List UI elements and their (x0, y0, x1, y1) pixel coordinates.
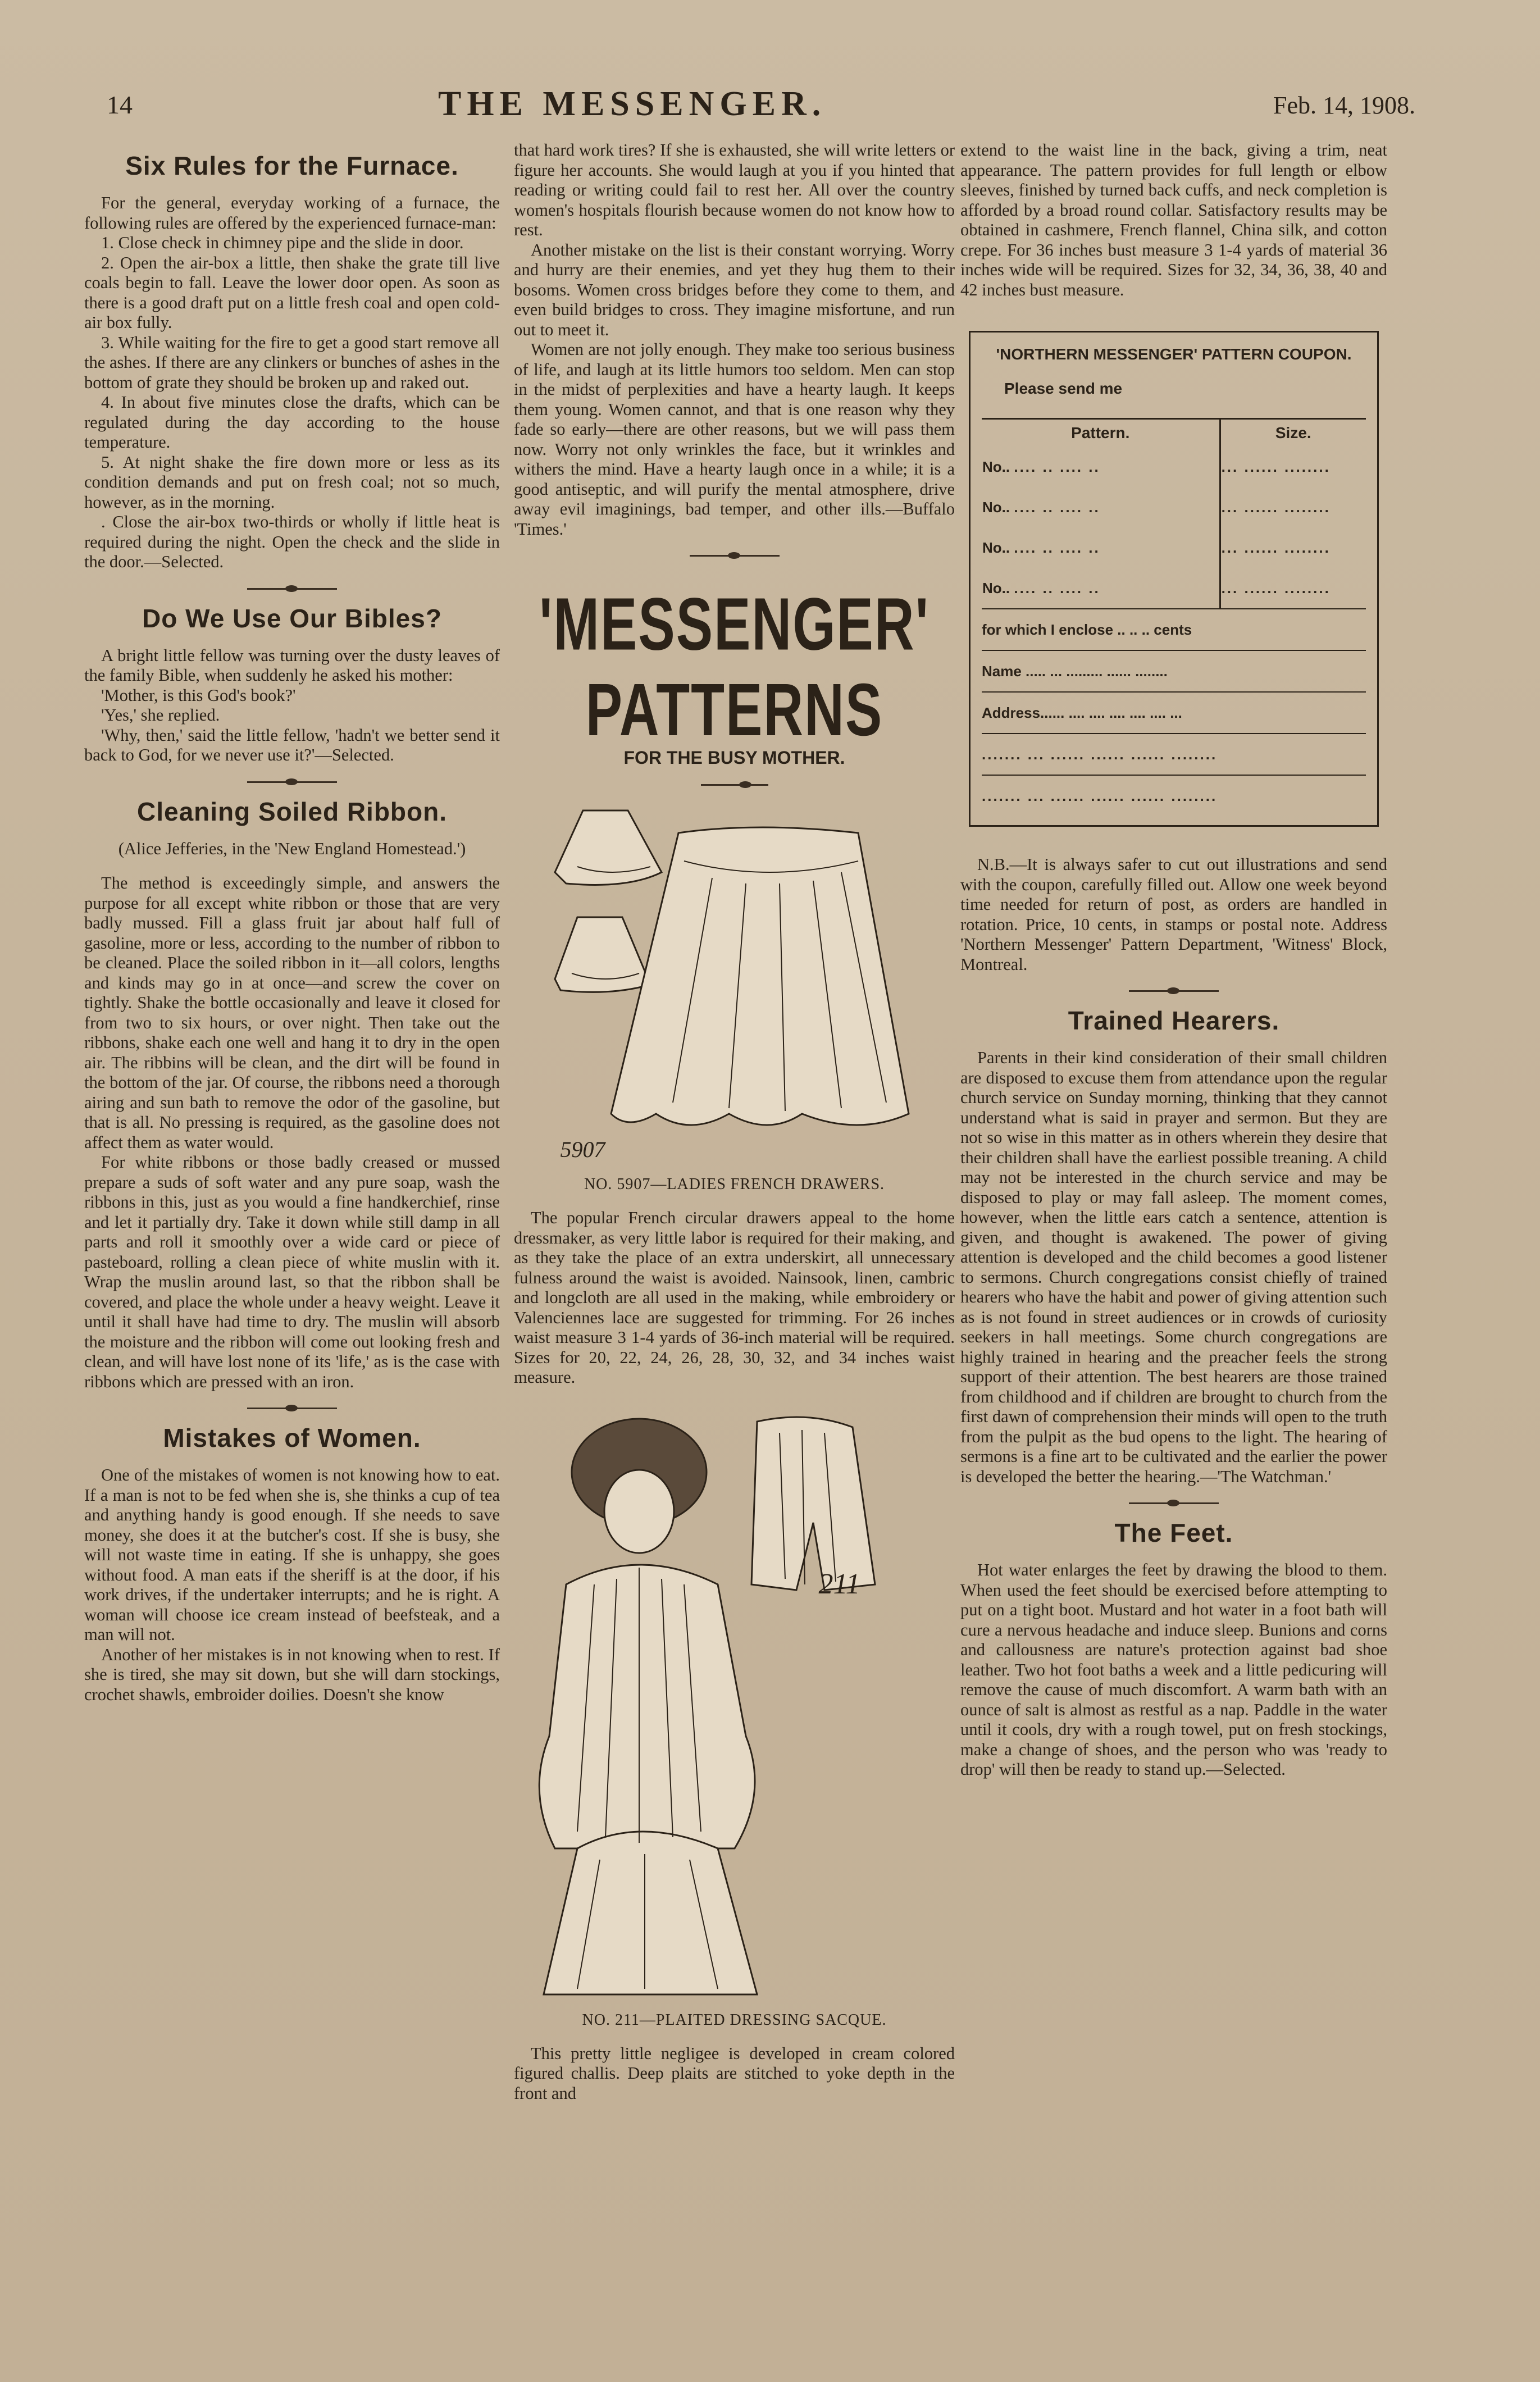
paragraph: 'Why, then,' said the little fellow, 'hadn't we better send it back to God, for we never use it?'—Selected. (84, 725, 500, 764)
paragraph: that hard work tires? If she is exhausted, she will write letters or figure her accounts. She would laugh at you if you hinted that reading or writing could fail to rest her. All over the country women's hospitals flourish because women do not know how to rest. (514, 140, 955, 239)
paragraph: Hot water enlarges the feet by drawing the blood to them. When used the feet should be exercised before attempting to put on a tight boot. Mustard and hot water in a foot bath will cure a nervous headache and induce sleep. Bunions and corns and callousness are nature's protection against bad shoe leather. Two hot foot baths a week and a little pedicuring will remove the cause of much discomfort. A warm bath with an ounce of salt is almost as restful as a nap. Paddle in the water until it cools, dry with a rough towel, put on fresh stockings, make a change of shoes, and the person who was 'ready to drop' will then be ready to stand up.—Selected. (960, 1560, 1387, 1779)
patterns-subtitle: FOR THE BUSY MOTHER. (623, 748, 845, 768)
row-blank: .... .. .... .. (1014, 579, 1100, 596)
coupon-row[interactable] (982, 447, 1366, 487)
section-divider (701, 784, 768, 788)
coupon-send-label: Please send me (1004, 380, 1123, 397)
paragraph: . Close the air-box two-thirds or wholly if little heat is required during the night. Open the check and the slide in the door.—Selected. (84, 512, 500, 571)
coupon-address-line[interactable]: ....... ... ...... ...... ...... ........ (982, 775, 1366, 816)
paragraph: The method is exceedingly simple, and answers the purpose for all except white ribbon or those that are very badly mussed. Fill a glass fruit jar about half full of gasoline, more or less, according to the number of ribbon to be cleaned. Place the soiled ribbon in it—all colors, lengths and kinds may go in at once—and screw the cover on tightly. Shake the bottle occasionally and leave it closed for from two to six hours, or over night. Then take out the ribbons, shake each one well and hang it to dry in the open air. The ribbins will be clean, and the dirt will be found in the bottom of the jar. Of course, the ribbons need a thorough airing and sun bath to remove the odor of the gasoline, but that is all. No pressing is required, as the gasoline does not affect them as water would. (84, 873, 500, 1152)
paragraph: For white ribbons or those badly creased or mussed prepare a suds of soft water and any pure soap, wash the ribbons in this, just as you would a fine handkerchief, rinse and let it partially dry. Take it down while still damp in all parts and roll it smoothly over a wide card or piece of pasteboard, rolling a clean piece of white muslin with it. Wrap the muslin around last, so that the ribbon shall be covered, and place the whole under a heavy weight. Leave it until it shall have had time to dry. The muslin will absorb the moisture and the ribbon will come out looking fresh and clean, and will have lost none of its 'life,' as is the case with ribbons which are pressed with an iron. (84, 1153, 500, 1391)
column-header-pattern: Pattern. (1071, 424, 1130, 441)
french-drawers-illustration (544, 799, 926, 1170)
coupon-name-field[interactable]: Name ..... ... ......... ...... ........ (982, 650, 1366, 691)
size-blank: ... ...... ........ (1221, 539, 1331, 556)
row-label: No.. (982, 539, 1010, 556)
paragraph: Another of her mistakes is in not knowing when to rest. If she is tired, she may sit down, but she will darn stockings, crochet shawls, embroider doilies. Doesn't she know (84, 1645, 500, 1704)
figure-caption: NO. 211—PLAITED DRESSING SACQUE. (582, 2011, 887, 2029)
paragraph: A bright little fellow was turning over the dusty leaves of the family Bible, when suddenly he asked his mother: (84, 645, 500, 685)
section-divider (247, 781, 337, 785)
article-title-bibles: Do We Use Our Bibles? (142, 603, 442, 633)
paragraph: Parents in their kind consideration of their small children are disposed to excuse them from attendance upon the regular church service on Sunday morning, thinking that they cannot understand what is said in prayer and sermon. But they are not so wise in this matter as in others wherein they desire that their children shall have the earliest possible treaning. A child may not be interested in the church service and may be disposed to play or may fall asleep. The moment comes, however, when the little ears catch a sentence, attention is given, and thought is awakened. The power of giving attention is developed and the child becomes a good listener to sermons. Church congregations consist chiefly of trained hearers who have the habit and power of giving attention such as is not found in street audiences or in crowds of curiosity seekers in hall meetings. Some church congregations are highly trained in hearing and the preacher feels the strong support of their attention. The best hearers are those trained from childhood and if children are brought to church from the first dawn of comprehension their minds will open to the truth from the pulpit as the bud opens to the light. The hearing of sermons is a fine art to be cultivated and the earlier the power is developed the better the hearing.—'The Watchman.' (960, 1048, 1387, 1486)
article-title-furnace: Six Rules for the Furnace. (125, 151, 459, 180)
paragraph: 3. While waiting for the fire to get a good start remove all the ashes. If there are any clinkers or bunches of ashes in the bottom of grate they should be broken up and raked out. (84, 333, 500, 392)
column-1 (84, 140, 500, 1705)
paragraph: 'Yes,' she replied. (101, 705, 220, 725)
paragraph: N.B.—It is always safer to cut out illustrations and send with the coupon, carefully filled out. Allow one week beyond time needed for return of post, as orders are handled in rotation. Price, 10 cents, in stamps or postal note. Address 'Northern Messenger' Pattern Department, 'Witness' Block, Montreal. (960, 855, 1387, 974)
paragraph: For the general, everyday working of a furnace, the following rules are offered by the experienced furnace-man: (84, 193, 500, 233)
coupon-title: 'NORTHERN MESSENGER' PATTERN COUPON. (996, 345, 1352, 363)
patterns-banner: 'MESSENGER' PATTERNS (539, 582, 930, 752)
column-2 (514, 140, 955, 2103)
column-3 (960, 140, 1387, 1780)
paragraph: Women are not jolly enough. They make too serious business of life, and laugh at its little humors too seldom. Men can stop in the midst of perplexities and have a hearty laugh. It keeps them young. Women cannot, and that is one reason why they fade so early—there are other reasons, but we will pass them now. Worry not only wrinkles the face, but it wrinkles and withers the mind. Have a hearty laugh once in a while; it is a good antiseptic, and will purify the mental atmosphere, drive away evil imaginings, bad temper, and other ills.—Buffalo 'Times.' (514, 340, 955, 539)
dressing-sacque-illustration (532, 1399, 937, 2006)
size-blank: ... ...... ........ (1221, 579, 1331, 596)
coupon-table (982, 418, 1366, 608)
row-blank: .... .. .... .. (1014, 458, 1100, 475)
paragraph: 4. In about five minutes close the drafts, which can be regulated during the day according to the house temperature. (84, 393, 500, 452)
article-title-mistakes: Mistakes of Women. (163, 1423, 421, 1452)
coupon-row[interactable] (982, 568, 1366, 608)
column-header-size: Size. (1220, 419, 1366, 447)
paragraph: Another mistake on the list is their constant worrying. Worry and hurry are their enemies, and yet they hug them to their bosoms. Women cross bridges before they come to them, and even build bridges to cross. They imagine misfortune, and run out to meet it. (514, 240, 955, 339)
article-title-feet: The Feet. (1114, 1518, 1233, 1547)
size-blank: ... ...... ........ (1221, 458, 1331, 475)
figure-caption: NO. 5907—LADIES FRENCH DRAWERS. (584, 1176, 885, 1193)
paragraph: The popular French circular drawers appeal to the home dressmaker, as very little labor is required for their making, and as they take the place of an extra underskirt, all unnecessary fulness around the waist is avoided. Nainsook, linen, cambric and longcloth are all used in the making, while embroidery or Valenciennes lace are suggested for trimming. For 26 inches waist measure 3 1-4 yards of 36-inch material will be required. Sizes for 20, 22, 24, 26, 28, 30, 32, and 34 inches waist measure. (514, 1208, 955, 1387)
issue-date: Feb. 14, 1908. (1273, 92, 1415, 119)
figure-number-5907: 5907 (560, 1137, 605, 1162)
paragraph: 1. Close check in chimney pipe and the slide in door. (101, 233, 464, 252)
pattern-coupon (969, 331, 1379, 827)
paragraph: This pretty little negligee is developed in cream colored figured challis. Deep plaits are stitched to yoke depth in the front and (514, 2043, 955, 2103)
figure-number-211: 211 (818, 1568, 860, 1600)
section-divider (690, 555, 780, 559)
coupon-address-line[interactable]: ....... ... ...... ...... ...... ........ (982, 733, 1366, 775)
coupon-address-field[interactable]: Address...... .... .... .... .... .... ... (982, 691, 1366, 733)
paragraph: extend to the waist line in the back, giving a trim, neat appearance. The pattern provides for full length or elbow sleeves, finished by turned back cuffs, and neck completion is afforded by a broad round collar. Satisfactory results may be obtained in cashmere, French flannel, China silk, and cotton crepe. For 36 inches bust measure 3 1-4 yards of material 36 inches wide will be required. Sizes for 32, 34, 36, 38, 40 and 42 inches bust measure. (960, 140, 1387, 299)
section-divider (247, 1408, 337, 1411)
page-number: 14 (107, 90, 133, 119)
section-divider (247, 588, 337, 592)
page-header (107, 84, 1415, 129)
drawers-drawing (544, 799, 926, 1170)
article-title-ribbon: Cleaning Soiled Ribbon. (137, 796, 447, 826)
paragraph: One of the mistakes of women is not knowing how to eat. If a man is not to be fed when she is, she thinks a cup of tea and anything handy is good enough. If she needs to save money, she does it at the butcher's cost. If she is busy, she will not waste time in eating. If she is unhappy, she goes without food. A man eats if the sheriff is at the door, if his work drives, if the undertaker interrupts; and he is right. A woman will choose ice cream instead of beefsteak, and a man will not. (84, 1465, 500, 1644)
coupon-enclose-field[interactable]: for which I enclose .. .. .. cents (982, 608, 1366, 650)
row-label: No.. (982, 498, 1010, 516)
row-label: No.. (982, 579, 1010, 596)
masthead: THE MESSENGER. (438, 85, 827, 123)
size-blank: ... ...... ........ (1221, 498, 1331, 516)
paragraph: 5. At night shake the fire down more or less as its condition demands and put on fresh coal; not so much, however, as in the morning. (84, 452, 500, 512)
row-label: No.. (982, 458, 1010, 475)
byline: (Alice Jefferies, in the 'New England Homestead.') (118, 839, 466, 858)
paragraph: 2. Open the air-box a little, then shake the grate till live coals begin to fall. Leave the lower door open. As soon as there is a good draft put on a little fresh coal and open cold-air box fully. (84, 253, 500, 332)
section-divider (1129, 990, 1219, 994)
row-blank: .... .. .... .. (1014, 498, 1100, 516)
coupon-row[interactable] (982, 527, 1366, 568)
article-title-hearers: Trained Hearers. (1068, 1006, 1280, 1035)
coupon-row[interactable] (982, 487, 1366, 527)
sacque-drawing (532, 1399, 937, 2006)
section-divider (1129, 1502, 1219, 1506)
row-blank: .... .. .... .. (1014, 539, 1100, 556)
paragraph: 'Mother, is this God's book?' (101, 685, 296, 705)
